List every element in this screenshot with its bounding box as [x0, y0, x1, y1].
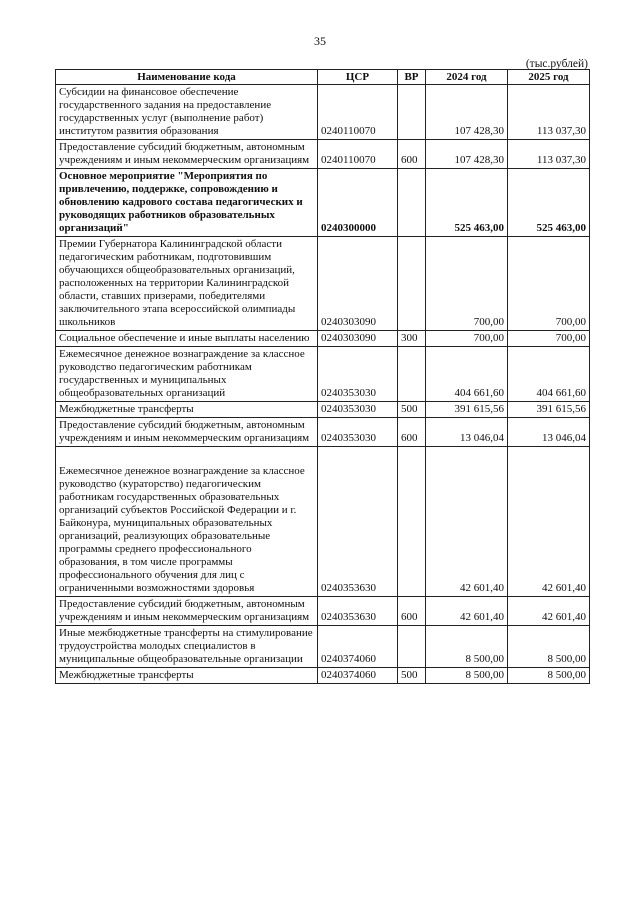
row-2025: 113 037,30	[508, 140, 590, 169]
row-vr	[398, 169, 426, 237]
row-name: Субсидии на финансовое обеспечение государственного задания на предоставление государственных услуг (выполнение работ) институтом развития образования	[56, 85, 318, 140]
row-2024: 13 046,04	[426, 418, 508, 447]
table-row	[56, 447, 590, 597]
table-row	[56, 140, 590, 169]
row-2024: 107 428,30	[426, 85, 508, 140]
row-vr: 500	[398, 668, 426, 684]
row-2024: 525 463,00	[426, 169, 508, 237]
row-vr	[398, 237, 426, 331]
row-csr: 0240353030	[318, 347, 398, 402]
row-2024: 404 661,60	[426, 347, 508, 402]
header-2025: 2025 год	[508, 70, 590, 85]
row-vr	[398, 347, 426, 402]
row-name: Премии Губернатора Калининградской области педагогическим работникам, подготовившим обучающихся общеобразовательных организаций, расположенных на территории Калининградской области, ставших призерами, победителями заключительного этапа всероссийской олимпиады школьников	[56, 237, 318, 331]
header-row	[56, 70, 590, 85]
row-2024: 42 601,40	[426, 597, 508, 626]
page-number: 35	[314, 34, 326, 48]
table-row	[56, 169, 590, 237]
row-name: Ежемесячное денежное вознаграждение за классное руководство (кураторство) педагогическим работникам государственных образовательных организаций субъектов Российской Федерации и г. Байконура, муниципальных образовательных организаций, реализующих образовательные программы среднего профессионального образования, в том числе программы профессионального обучения для лиц с ограниченными возможностями здоровья	[56, 447, 318, 597]
table-row	[56, 418, 590, 447]
row-2025: 391 615,56	[508, 402, 590, 418]
row-csr: 0240110070	[318, 85, 398, 140]
row-name: Предоставление субсидий бюджетным, автономным учреждениям и иным некоммерческим организациям	[56, 140, 318, 169]
row-vr: 600	[398, 140, 426, 169]
row-name: Иные межбюджетные трансферты на стимулирование трудоустройства молодых специалистов в муниципальные общеобразовательные организации	[56, 626, 318, 668]
row-name: Социальное обеспечение и иные выплаты населению	[56, 331, 318, 347]
row-csr: 0240353030	[318, 418, 398, 447]
row-csr: 0240374060	[318, 626, 398, 668]
row-vr: 300	[398, 331, 426, 347]
row-csr: 0240353030	[318, 402, 398, 418]
table-row	[56, 626, 590, 668]
row-2024: 700,00	[426, 331, 508, 347]
row-2024: 42 601,40	[426, 447, 508, 597]
table-row	[56, 237, 590, 331]
row-csr: 0240374060	[318, 668, 398, 684]
row-csr: 0240303090	[318, 331, 398, 347]
row-vr	[398, 626, 426, 668]
row-2025: 700,00	[508, 237, 590, 331]
row-2025: 8 500,00	[508, 668, 590, 684]
row-csr: 0240300000	[318, 169, 398, 237]
row-vr: 600	[398, 418, 426, 447]
units-label: (тыс.рублей)	[525, 58, 588, 70]
row-name: Предоставление субсидий бюджетным, автономным учреждениям и иным некоммерческим организациям	[56, 597, 318, 626]
table-row	[56, 85, 590, 140]
header-2024: 2024 год	[426, 70, 508, 85]
row-2024: 107 428,30	[426, 140, 508, 169]
row-name: Предоставление субсидий бюджетным, автономным учреждениям и иным некоммерческим организациям	[56, 418, 318, 447]
row-vr: 500	[398, 402, 426, 418]
row-name: Межбюджетные трансферты	[56, 668, 318, 684]
row-2025: 42 601,40	[508, 447, 590, 597]
row-name: Межбюджетные трансферты	[56, 402, 318, 418]
row-2025: 13 046,04	[508, 418, 590, 447]
table-row	[56, 331, 590, 347]
row-2025: 700,00	[508, 331, 590, 347]
row-2024: 8 500,00	[426, 626, 508, 668]
row-2025: 8 500,00	[508, 626, 590, 668]
row-vr	[398, 85, 426, 140]
table-row	[56, 668, 590, 684]
budget-table	[55, 69, 590, 684]
table-row	[56, 347, 590, 402]
row-2025: 404 661,60	[508, 347, 590, 402]
row-2024: 391 615,56	[426, 402, 508, 418]
row-2025: 42 601,40	[508, 597, 590, 626]
row-2024: 700,00	[426, 237, 508, 331]
table-row	[56, 402, 590, 418]
header-vr: ВР	[398, 70, 426, 85]
row-csr: 0240353630	[318, 597, 398, 626]
row-2025: 525 463,00	[508, 169, 590, 237]
table-row	[56, 597, 590, 626]
row-csr: 0240303090	[318, 237, 398, 331]
row-csr: 0240353630	[318, 447, 398, 597]
row-csr: 0240110070	[318, 140, 398, 169]
row-name: Основное мероприятие "Мероприятия по привлечению, поддержке, сопровождению и обновлению кадрового состава педагогических и руководящих работников образовательных организаций"	[56, 169, 318, 237]
header-name: Наименование кода	[56, 70, 318, 85]
header-csr: ЦСР	[318, 70, 398, 85]
row-2024: 8 500,00	[426, 668, 508, 684]
row-2025: 113 037,30	[508, 85, 590, 140]
row-name: Ежемесячное денежное вознаграждение за классное руководство педагогическим работникам государственных и муниципальных общеобразовательных организаций	[56, 347, 318, 402]
row-vr	[398, 447, 426, 597]
row-vr: 600	[398, 597, 426, 626]
